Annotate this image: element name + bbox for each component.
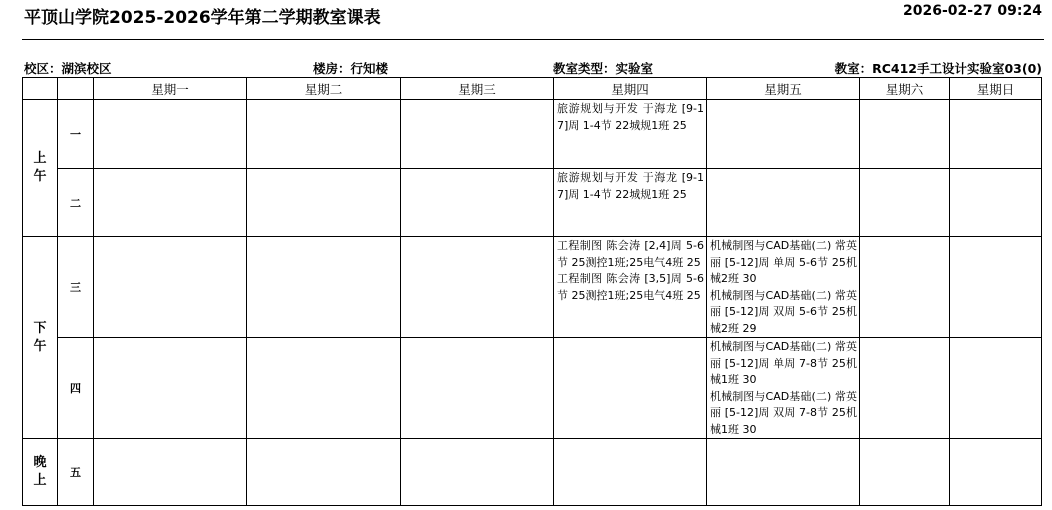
schedule-cell — [247, 169, 401, 237]
room-type-label: 教室类型：实验室 — [553, 61, 654, 76]
schedule-cell — [247, 237, 401, 338]
schedule-cell — [860, 237, 950, 338]
day-header-thu: 星期四 — [554, 78, 707, 100]
schedule-cell — [860, 439, 950, 506]
period-afternoon: 下 午 — [23, 237, 58, 439]
building-label: 楼房：行知楼 — [313, 61, 389, 76]
schedule-cell — [94, 169, 247, 237]
slot-label: 二 — [58, 169, 94, 237]
schedule-cell — [94, 237, 247, 338]
schedule-cell — [707, 338, 860, 439]
slot-label: 四 — [58, 338, 94, 439]
schedule-cell — [554, 169, 707, 237]
course-entry: 旅游规划与开发 于海龙 [9-17]周 1-4节 22城规1班 25 — [557, 171, 704, 201]
course-entry: 机械制图与CAD基础(二) 常英丽 [5-12]周 单周 7-8节 25机械1班 30 — [710, 340, 857, 386]
table-row — [23, 439, 1042, 506]
slot-label: 三 — [58, 237, 94, 338]
schedule-cell — [860, 100, 950, 169]
campus-label: 校区：湖滨校区 — [24, 61, 112, 76]
schedule-cell — [554, 439, 707, 506]
schedule-cell — [247, 100, 401, 169]
day-header-row — [23, 78, 1042, 100]
course-entry: 旅游规划与开发 于海龙 [9-17]周 1-4节 22城规1班 25 — [557, 102, 704, 132]
schedule-cell — [247, 439, 401, 506]
schedule-cell — [554, 237, 707, 338]
table-row — [23, 100, 1042, 169]
schedule-cell — [950, 439, 1042, 506]
course-entry: 机械制图与CAD基础(二) 常英丽 [5-12]周 双周 7-8节 25机械1班 30 — [710, 389, 857, 436]
table-row — [23, 338, 1042, 439]
schedule-cell — [401, 439, 554, 506]
table-row — [23, 169, 1042, 237]
course-entry: 机械制图与CAD基础(二) 常英丽 [5-12]周 双周 5-6节 25机械2班 29 — [710, 288, 857, 335]
schedule-cell — [554, 100, 707, 169]
schedule-cell — [94, 338, 247, 439]
schedule-cell — [950, 237, 1042, 338]
schedule-cell — [401, 169, 554, 237]
period-evening: 晚 上 — [23, 439, 58, 506]
print-timestamp: 2026-02-27 09:24 — [903, 3, 1042, 19]
day-header-sat: 星期六 — [860, 78, 950, 100]
course-entry: 工程制图 陈会涛 [2,4]周 5-6节 25测控1班;25电气4班 25 — [557, 239, 704, 269]
room-label: 教室：RC412手工设计实验室03(0) — [834, 61, 1042, 76]
schedule-cell — [401, 237, 554, 338]
schedule-cell — [94, 439, 247, 506]
schedule-cell — [707, 237, 860, 338]
page-title: 平顶山学院2025-2026学年第二学期教室课表 — [24, 8, 381, 28]
course-entry: 机械制图与CAD基础(二) 常英丽 [5-12]周 单周 5-6节 25机械2班 30 — [710, 239, 857, 285]
corner-cell — [23, 78, 58, 100]
day-header-wed: 星期三 — [401, 78, 554, 100]
schedule-cell — [401, 338, 554, 439]
header-divider — [22, 39, 1044, 40]
schedule-cell — [94, 100, 247, 169]
schedule-cell — [950, 338, 1042, 439]
slot-label: 五 — [58, 439, 94, 506]
schedule-cell — [950, 100, 1042, 169]
schedule-cell — [707, 100, 860, 169]
day-header-mon: 星期一 — [94, 78, 247, 100]
schedule-table — [22, 77, 1042, 506]
schedule-cell — [401, 100, 554, 169]
corner-cell — [58, 78, 94, 100]
schedule-cell — [554, 338, 707, 439]
schedule-cell — [247, 338, 401, 439]
schedule-cell — [860, 169, 950, 237]
day-header-sun: 星期日 — [950, 78, 1042, 100]
schedule-cell — [860, 338, 950, 439]
slot-label: 一 — [58, 100, 94, 169]
schedule-cell — [707, 169, 860, 237]
day-header-fri: 星期五 — [707, 78, 860, 100]
schedule-cell — [950, 169, 1042, 237]
day-header-tue: 星期二 — [247, 78, 401, 100]
schedule-cell — [707, 439, 860, 506]
table-row — [23, 237, 1042, 338]
course-entry: 工程制图 陈会涛 [3,5]周 5-6节 25测控1班;25电气4班 25 — [557, 272, 704, 302]
period-morning: 上 午 — [23, 100, 58, 237]
